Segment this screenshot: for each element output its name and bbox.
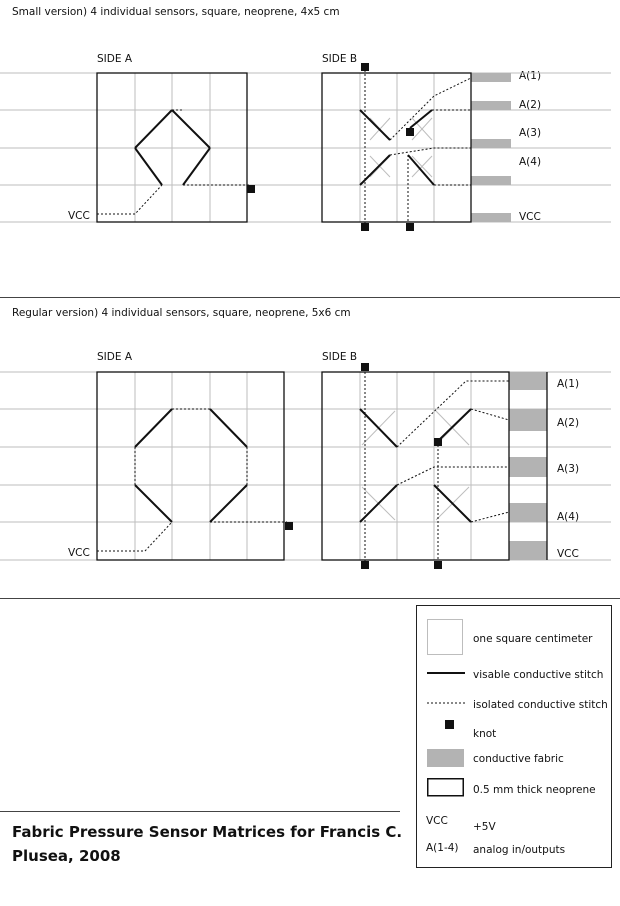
legend-label-neoprene: 0.5 mm thick neoprene [473, 784, 596, 796]
legend-row-grid-square [417, 619, 613, 649]
legend-row-vcc [417, 809, 613, 839]
credit-divider [0, 811, 400, 812]
grid-square-icon [427, 619, 463, 655]
small-side-a-knot [247, 185, 255, 193]
regular-side-a-neoprene [97, 372, 284, 560]
small-version-title: Small version) 4 individual sensors, square, neoprene, 4x5 cm [12, 6, 340, 18]
legend-key-analog: A(1-4) [426, 842, 459, 854]
credit-title: Fabric Pressure Sensor Matrices for Francis C. Plusea, 2008 [12, 823, 403, 865]
legend-label-grid-square: one square centimeter [473, 633, 593, 645]
knot-icon [445, 720, 455, 730]
legend-row-solid-stitch [417, 661, 613, 691]
legend-box [416, 605, 612, 868]
regular-side-b-knots [361, 363, 442, 569]
dotted-stitch-icon [427, 699, 467, 707]
small-conductive-fabric [471, 73, 511, 222]
small-pin-vcc: VCC [519, 211, 541, 223]
regular-side-a-isolated-stitch [97, 409, 287, 551]
regular-side-a-label: SIDE A [97, 351, 133, 363]
legend-label-analog: analog in/outputs [473, 844, 566, 856]
neoprene-icon [427, 778, 465, 798]
small-pin-a1: A(1) [519, 70, 542, 82]
small-side-b-knots [361, 63, 414, 231]
regular-side-b-isolated-stitch [365, 368, 509, 562]
small-pin-a3: A(3) [519, 127, 542, 139]
regular-side-a-knot [285, 522, 293, 530]
regular-side-b-label: SIDE B [322, 351, 358, 363]
solid-stitch-icon [427, 669, 467, 677]
small-guide-lines [0, 73, 611, 222]
regular-version-title: Regular version) 4 individual sensors, square, neoprene, 5x6 cm [12, 307, 351, 319]
legend-row-analog [417, 836, 613, 866]
regular-vcc-label: VCC [68, 547, 90, 559]
regular-pin-vcc: VCC [557, 548, 579, 560]
regular-pin-a4: A(4) [557, 511, 580, 523]
small-side-a-isolated-stitch [97, 110, 250, 214]
regular-side-b-neoprene [322, 372, 509, 560]
small-side-b-label: SIDE B [322, 53, 358, 65]
regular-side-b-visible-stitch [360, 409, 471, 522]
small-pin-a4: A(4) [519, 156, 542, 168]
small-side-a-label: SIDE A [97, 53, 133, 65]
legend-row-neoprene [417, 778, 613, 808]
legend-key-vcc: VCC [426, 815, 448, 827]
legend-label-dotted-stitch: isolated conductive stitch [473, 699, 608, 711]
regular-pin-a2: A(2) [557, 417, 580, 429]
small-vcc-label: VCC [68, 210, 90, 222]
legend-row-dotted-stitch [417, 691, 613, 721]
legend-row-knot [417, 718, 613, 748]
regular-side-a-visible-stitch [135, 409, 247, 522]
legend-label-knot: knot [473, 728, 497, 740]
legend-row-conductive-fabric [417, 749, 613, 779]
legend-label-vcc: +5V [473, 821, 496, 833]
legend-label-solid-stitch: visable conductive stitch [473, 669, 604, 681]
regular-side-b-grid [360, 372, 471, 560]
regular-side-a-grid [135, 372, 247, 560]
legend-label-conductive-fabric: conductive fabric [473, 753, 564, 765]
conductive-fabric-icon [427, 749, 465, 769]
small-pin-a2: A(2) [519, 99, 542, 111]
regular-conductive-fabric [509, 372, 547, 560]
regular-pin-a3: A(3) [557, 463, 580, 475]
regular-pin-a1: A(1) [557, 378, 580, 390]
